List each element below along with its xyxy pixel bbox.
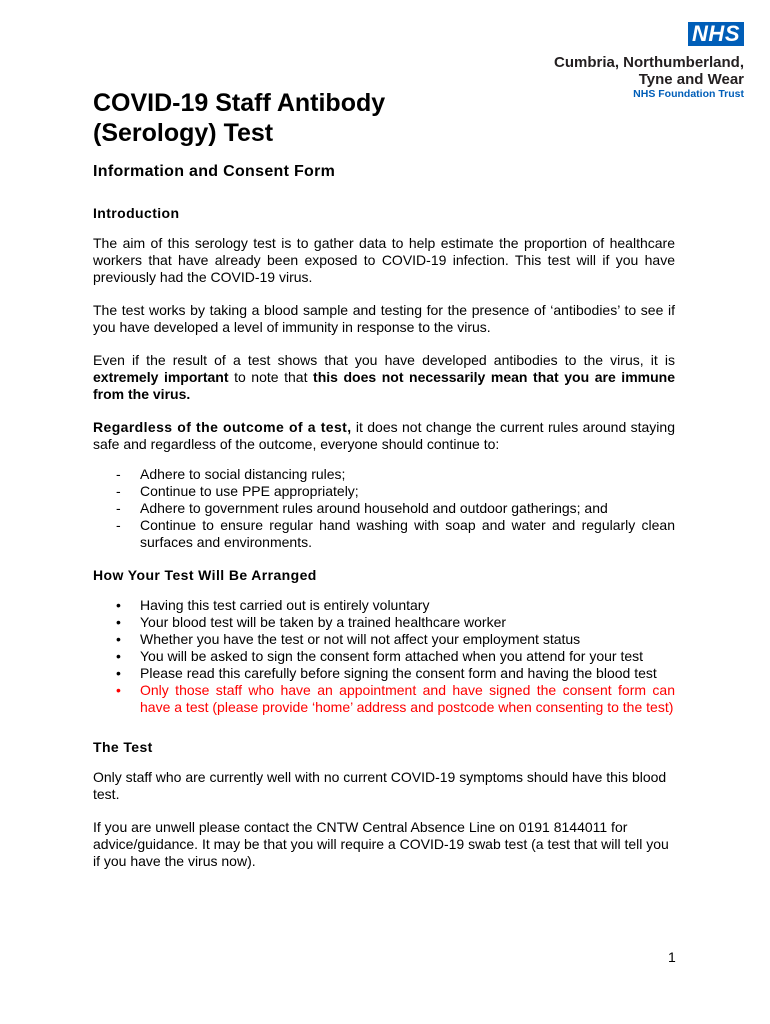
title-line1: COVID-19 Staff Antibody — [93, 89, 386, 117]
dash-item — [93, 500, 675, 517]
the-test-heading: The Test — [93, 739, 153, 755]
bullet-item-text: Having this test carried out is entirely voluntary — [140, 597, 430, 613]
dash-item-text: Continue to use PPE appropriately; — [140, 483, 359, 499]
bullet-item — [93, 665, 675, 682]
dash-item-text: Continue to ensure regular hand washing with soap and water and regularly clean surfaces and environments. — [140, 517, 675, 550]
document-body — [93, 162, 675, 886]
dash-item-text: Adhere to government rules around household and outdoor gatherings; and — [140, 500, 608, 516]
bullet-item — [93, 614, 675, 631]
dash-marker-icon: - — [116, 517, 121, 533]
form-subtitle: Information and Consent Form — [93, 163, 336, 180]
intro-paragraph-4 — [93, 419, 675, 453]
intro-heading: Introduction — [93, 205, 180, 221]
bullet-item-text: Your blood test will be taken by a trained healthcare worker — [140, 614, 507, 630]
bullet-dot-icon: • — [116, 614, 121, 630]
org-name-line2: Tyne and Wear — [638, 71, 744, 88]
dash-marker-icon: - — [116, 500, 121, 516]
bullet-item — [93, 597, 675, 614]
bullet-dot-icon: • — [116, 648, 121, 664]
dash-marker-icon: - — [116, 483, 121, 499]
bullet-item-highlighted — [93, 682, 675, 716]
bullet-item-text: Only those staff who have an appointment and have signed the consent form can have a test (please provide ‘home’ address and postcode when consenting to the test) — [140, 682, 675, 715]
dash-item-text: Adhere to social distancing rules; — [140, 466, 346, 482]
bullet-item-text: Whether you have the test or not will not affect your employment status — [140, 631, 581, 647]
intro-paragraph-2: The test works by taking a blood sample and testing for the presence of ‘antibodies’ to see if you have developed a level of immunity in response to the virus. — [93, 302, 675, 335]
intro-paragraph-3 — [93, 352, 675, 403]
p3-text-c: to note that — [228, 369, 314, 385]
bullet-item-text: Please read this carefully before signing the consent form and having the blood test — [140, 665, 657, 681]
dash-list — [93, 466, 675, 551]
p4-text: it does not change the current rules around staying safe and regardless of the outcome, everyone should continue to: — [93, 419, 675, 452]
bullet-dot-icon: • — [116, 665, 121, 681]
dash-item — [93, 466, 675, 483]
bullet-item — [93, 648, 675, 665]
p4-emphasis-regardless: Regardless of the outcome of a test, — [93, 419, 352, 435]
p3-emphasis-not-immune: this does not necessarily mean that you are immune from the virus. — [93, 369, 675, 402]
intro-paragraph-1: The aim of this serology test is to gather data to help estimate the proportion of healthcare workers that have already been exposed to COVID-19 infection. This test will if you have previously had the COVID-19 virus. — [93, 235, 675, 285]
bullet-item — [93, 631, 675, 648]
bullet-item-text: You will be asked to sign the consent form attached when you attend for your test — [140, 648, 644, 664]
dash-item — [93, 517, 675, 551]
dash-item — [93, 483, 675, 500]
nhs-logo-box: NHS — [688, 22, 744, 46]
the-test-paragraph-1: Only staff who are currently well with no current COVID-19 symptoms should have this blood test. — [93, 769, 667, 802]
bullet-dot-icon: • — [116, 682, 121, 698]
org-subtitle: NHS Foundation Trust — [633, 88, 744, 100]
page-title — [93, 88, 385, 148]
p3-text-a: Even if the result of a test shows that you have developed antibodies to the virus, it is — [93, 352, 675, 368]
bullet-list — [93, 597, 675, 716]
nhs-trust-logo — [512, 22, 744, 101]
the-test-paragraph-2: If you are unwell please contact the CNTW Central Absence Line on 0191 8144011 for advice/guidance. It may be that you will require a COVID-19 swab test (a test that will tell you if you have the virus now). — [93, 819, 669, 869]
bullet-dot-icon: • — [116, 597, 121, 613]
bullet-dot-icon: • — [116, 631, 121, 647]
org-name-line1: Cumbria, Northumberland, — [553, 54, 744, 71]
dash-marker-icon: - — [116, 466, 121, 482]
page-number: 1 — [668, 949, 676, 965]
p3-emphasis-important: extremely important — [93, 369, 229, 385]
title-line2: (Serology) Test — [93, 119, 274, 147]
arranged-heading: How Your Test Will Be Arranged — [93, 567, 317, 583]
